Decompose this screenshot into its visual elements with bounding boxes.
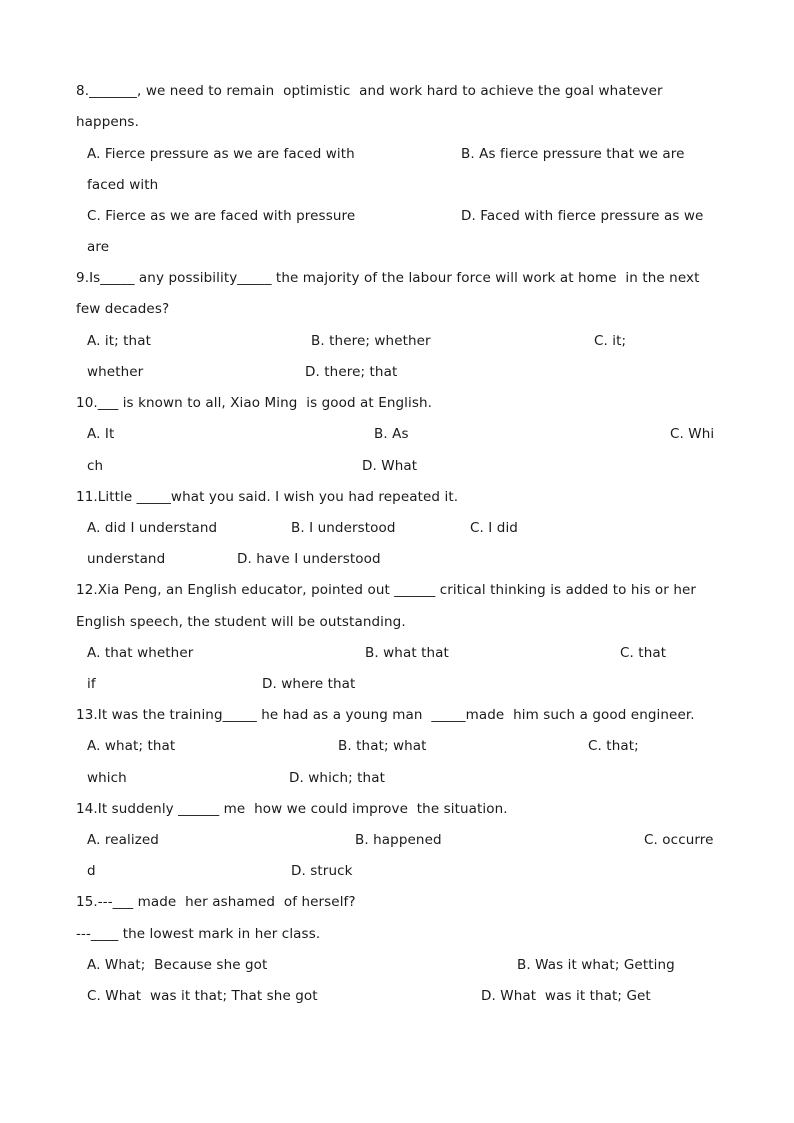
question-15-option-b: B. Was it what; Getting — [517, 957, 675, 973]
question-12-option-d: D. where that — [262, 676, 356, 692]
question-14-option-d: D. struck — [291, 863, 353, 879]
question-9-stem-cont: few decades? — [76, 301, 170, 317]
question-11-option-b: B. I understood — [291, 520, 396, 536]
question-9-stem: 9.Is_____ any possibility_____ the majority of the labour force will work at home in the next — [76, 270, 700, 286]
question-9-option-a: A. it; that — [87, 333, 151, 349]
question-12-option-c-cont: if — [87, 676, 96, 692]
question-11-option-c: C. I did — [470, 520, 518, 536]
question-8-option-a: A. Fierce pressure as we are faced with — [87, 146, 355, 162]
question-9-option-c-cont: whether — [87, 364, 144, 380]
question-8-stem-cont: happens. — [76, 114, 139, 130]
question-13-option-c: C. that; — [588, 738, 639, 754]
question-10-option-d: D. What — [362, 458, 418, 474]
question-12-option-a: A. that whether — [87, 645, 194, 661]
question-9-option-d: D. there; that — [305, 364, 398, 380]
question-13-option-c-cont: which — [87, 770, 127, 786]
question-11-option-c-cont: understand — [87, 551, 166, 567]
question-14-option-b: B. happened — [355, 832, 442, 848]
question-11-option-a: A. did I understand — [87, 520, 218, 536]
question-14-option-c-cont: d — [87, 863, 96, 879]
question-8-stem: 8._______, we need to remain optimistic and work hard to achieve the goal whatever — [76, 83, 663, 99]
question-11-option-d: D. have I understood — [237, 551, 381, 567]
question-14-option-c: C. occurre — [644, 832, 714, 848]
question-8-option-c: C. Fierce as we are faced with pressure — [87, 208, 356, 224]
question-13-option-b: B. that; what — [338, 738, 427, 754]
question-15-stem: 15.---___ made her ashamed of herself? — [76, 894, 356, 910]
question-8-option-d: D. Faced with fierce pressure as we — [461, 208, 704, 224]
question-10-option-b: B. As — [374, 426, 409, 442]
question-15-option-c: C. What was it that; That she got — [87, 988, 318, 1004]
question-12-option-c: C. that — [620, 645, 667, 661]
question-13-option-a: A. what; that — [87, 738, 176, 754]
question-15-option-d: D. What was it that; Get — [481, 988, 651, 1004]
question-8-option-b: B. As fierce pressure that we are — [461, 146, 685, 162]
question-11-stem: 11.Little _____what you said. I wish you had repeated it. — [76, 489, 459, 505]
question-14-option-a: A. realized — [87, 832, 159, 848]
question-14-stem: 14.It suddenly ______ me how we could improve the situation. — [76, 801, 508, 817]
question-12-stem-cont: English speech, the student will be outstanding. — [76, 614, 406, 630]
question-10-option-c: C. Whi — [670, 426, 715, 442]
question-9-option-c: C. it; — [594, 333, 627, 349]
question-10-option-c-cont: ch — [87, 458, 104, 474]
question-15-option-a: A. What; Because she got — [87, 957, 268, 973]
question-8-option-d-cont: are — [87, 239, 110, 255]
question-9-option-b: B. there; whether — [311, 333, 431, 349]
question-10-stem: 10.___ is known to all, Xiao Ming is good at English. — [76, 395, 433, 411]
question-12-stem: 12.Xia Peng, an English educator, pointed out ______ critical thinking is added to his or her — [76, 582, 697, 598]
question-8-option-b-cont: faced with — [87, 177, 159, 193]
question-12-option-b: B. what that — [365, 645, 449, 661]
question-10-option-a: A. It — [87, 426, 115, 442]
question-15-stem-cont: ---____ the lowest mark in her class. — [76, 926, 321, 942]
question-13-option-d: D. which; that — [289, 770, 385, 786]
question-13-stem: 13.It was the training_____ he had as a young man _____made him such a good engineer. — [76, 707, 695, 723]
